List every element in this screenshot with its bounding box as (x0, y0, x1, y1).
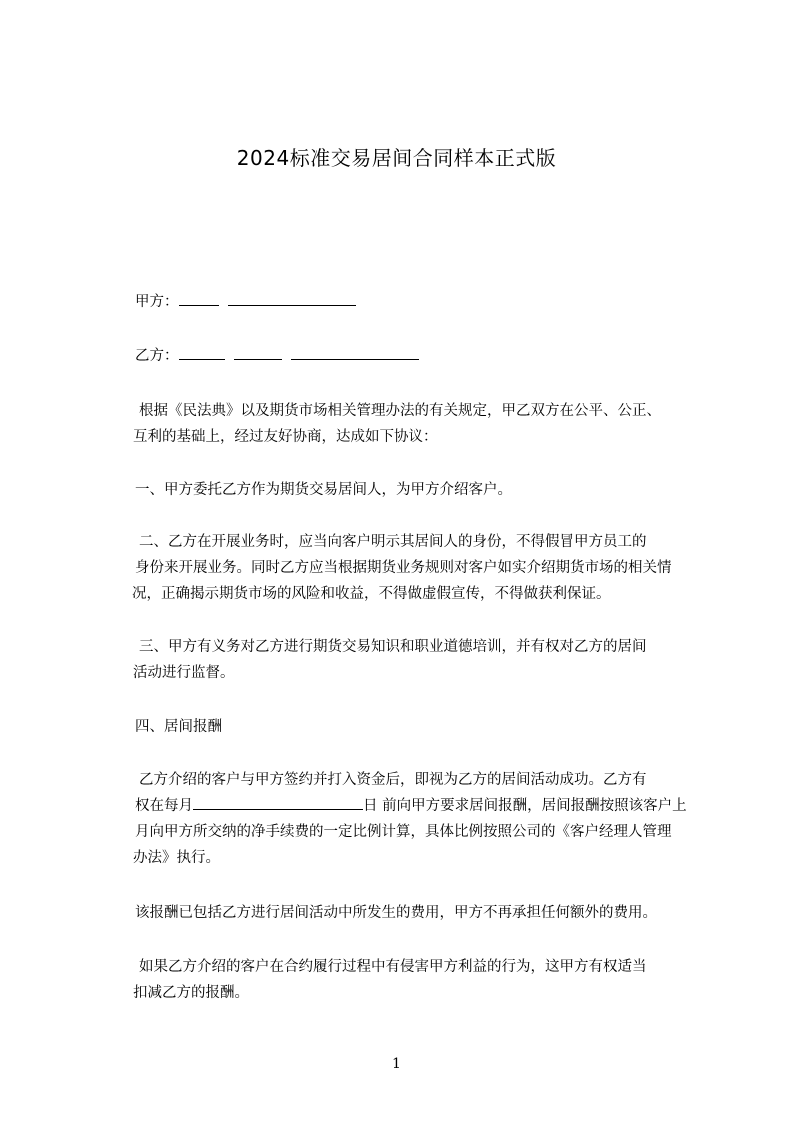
fees-paragraph (135, 900, 710, 926)
reward-line-2 (135, 793, 710, 819)
reward-line-2-start: 权在每月 (135, 798, 193, 814)
deduction-paragraph (135, 954, 710, 1006)
reward-line-1: 乙方介绍的客户与甲方签约并打入资金后，即视为乙方的居间活动成功。乙方有 (139, 772, 647, 788)
clause-1-line-1: 一、甲方委托乙方作为期货交易居间人，为甲方介绍客户。 (135, 482, 512, 498)
reward-paragraph (135, 767, 710, 871)
fees-line-1: 该报酬已包括乙方进行居间活动中所发生的费用，甲方不再承担任何额外的费用。 (135, 905, 657, 921)
document-title: 2024标准交易居间合同样本正式版 (236, 146, 557, 170)
clause-3-line-1: 三、甲方有义务对乙方进行期货交易知识和职业道德培训，并有权对乙方的居间 (139, 639, 647, 655)
party-a-label: 甲方： (135, 294, 179, 310)
clause-4-heading: 四、居间报酬 (135, 719, 222, 735)
reward-day-blank (193, 795, 363, 810)
party-a-line (135, 289, 710, 315)
clause-2-line-2: 身份来开展业务。同时乙方应当根据期货业务规则对客户如实介绍期货市场的相关情 (135, 560, 672, 576)
intro-line-2: 互利的基础上，经过友好协商，达成如下协议： (133, 429, 438, 445)
clause-2-line-3: 况，正确揭示期货市场的风险和收益，不得做虚假宣传，不得做获利保证。 (132, 586, 611, 602)
party-b-label: 乙方： (135, 348, 179, 364)
clause-3-line-2: 活动进行监督。 (133, 665, 235, 681)
reward-line-2-end: 日 前向甲方要求居间报酬，居间报酬按照该客户上 (363, 798, 687, 814)
intro-paragraph (135, 398, 710, 450)
page-number: 1 (392, 1056, 401, 1072)
clause-3 (135, 634, 710, 686)
clause-2 (132, 529, 710, 607)
clause-2-line-1: 二、乙方在开展业务时，应当向客户明示其居间人的身份，不得假冒甲方员工的 (139, 534, 647, 550)
clause-1 (135, 477, 710, 503)
party-b-line (135, 343, 710, 369)
party-b-blank-2 (234, 345, 282, 360)
reward-line-4: 办法》执行。 (133, 850, 220, 866)
reward-line-3: 月向甲方所交纳的净手续费的一定比例计算，具体比例按照公司的《客户经理人管理 (135, 824, 672, 840)
deduction-line-1: 如果乙方介绍的客户在合约履行过程中有侵害甲方利益的行为，这甲方有权适当 (139, 959, 647, 975)
party-b-blank-1 (179, 345, 225, 360)
party-a-blank-1 (179, 291, 219, 306)
party-a-blank-2 (228, 291, 356, 306)
party-b-blank-3 (291, 345, 419, 360)
deduction-line-2: 扣减乙方的报酬。 (133, 985, 249, 1001)
intro-line-1: 根据《民法典》以及期货市场相关管理办法的有关规定，甲乙双方在公平、公正、 (139, 403, 661, 419)
